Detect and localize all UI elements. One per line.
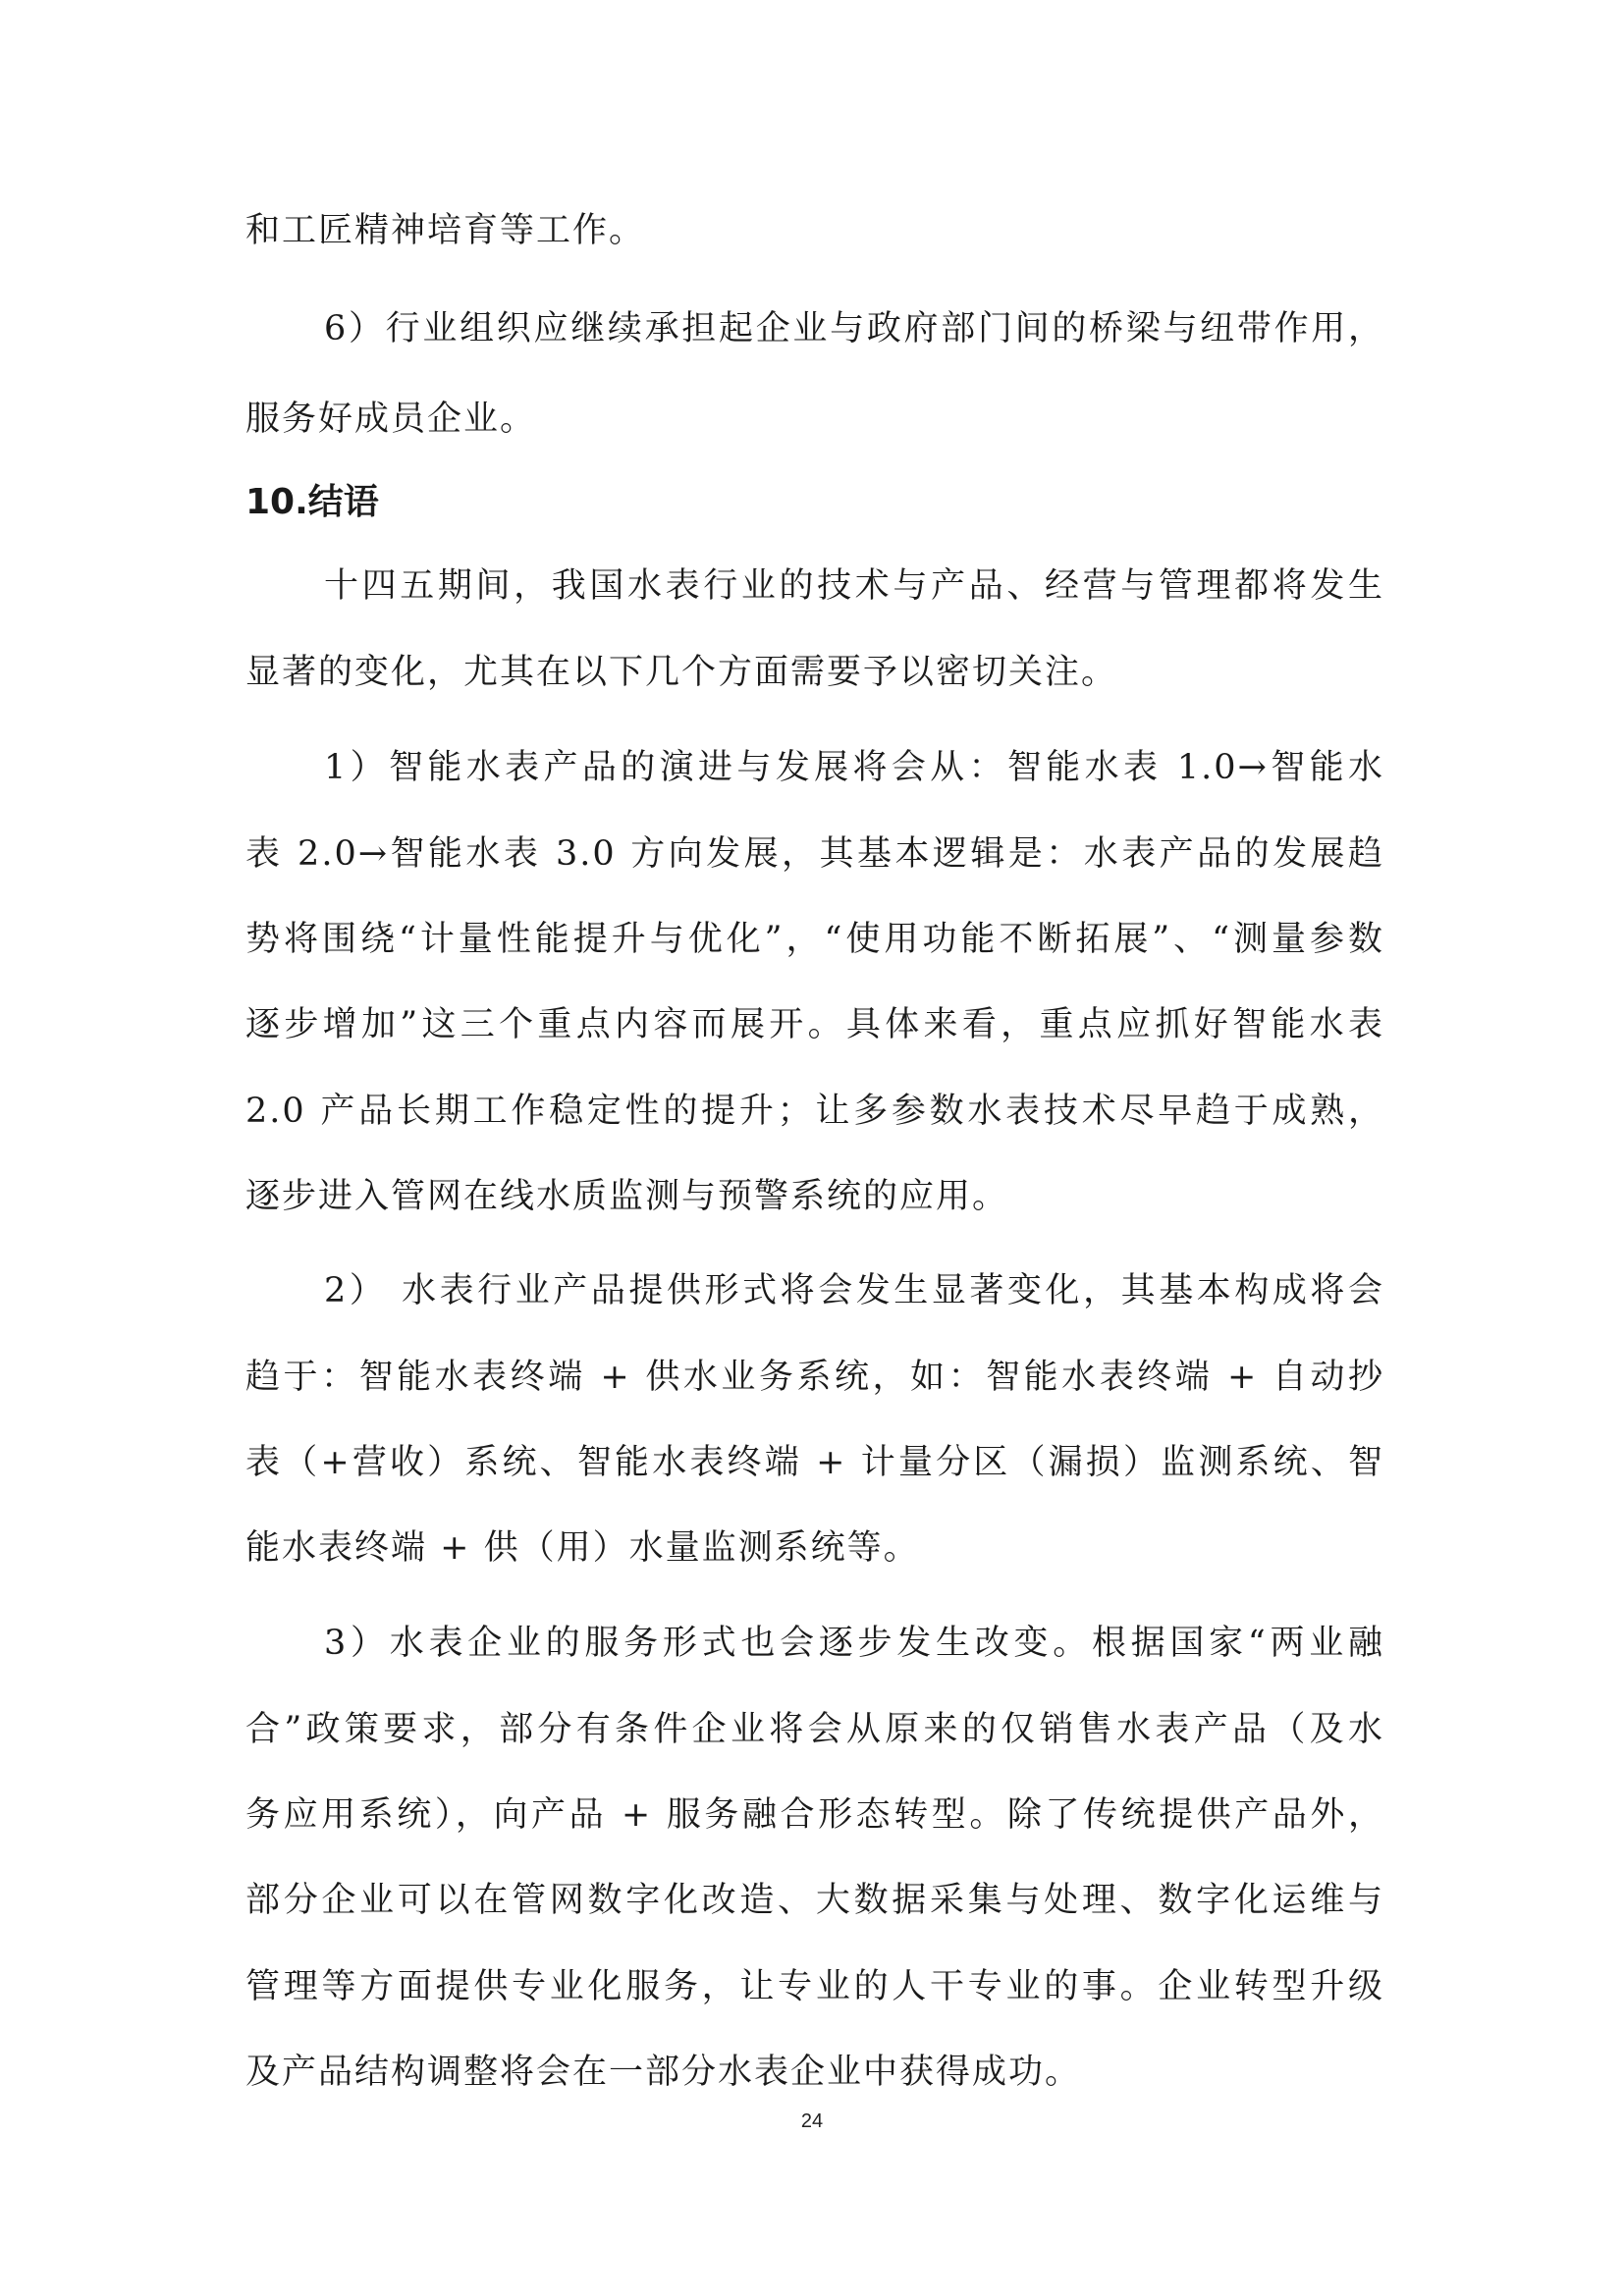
text-line: 逐步进入管网在线水质监测与预警系统的应用。 (245, 1177, 1009, 1216)
text-line: 趋于：智能水表终端 + 供水业务系统，如：智能水表终端 + 自动抄 (245, 1358, 1384, 1397)
page-number: 24 (800, 2110, 824, 2132)
text-line: 2） 水表行业产品提供形式将会发生显著变化，其基本构成将会 (324, 1271, 1384, 1310)
text-line: 显著的变化，尤其在以下几个方面需要予以密切关注。 (245, 653, 1118, 692)
text-line: 和工匠精神培育等工作。 (245, 211, 646, 250)
text-line: 势将围绕“计量性能提升与优化”，“使用功能不断拓展”、“测量参数 (245, 920, 1384, 959)
text-line: 部分企业可以在管网数字化改造、大数据采集与处理、数字化运维与 (245, 1881, 1384, 1920)
text-line: 1）智能水表产品的演进与发展将会从：智能水表 1.0→智能水 (324, 748, 1384, 787)
section-heading: 10.结语 (245, 482, 379, 522)
text-line: 2.0 产品长期工作稳定性的提升；让多参数水表技术尽早趋于成熟， (245, 1092, 1384, 1131)
text-line: 表 2.0→智能水表 3.0 方向发展，其基本逻辑是：水表产品的发展趋 (245, 834, 1384, 874)
text-line: 逐步增加”这三个重点内容而展开。具体来看，重点应抓好智能水表 (245, 1005, 1384, 1044)
text-line: 十四五期间，我国水表行业的技术与产品、经营与管理都将发生 (324, 566, 1384, 606)
text-line: 3）水表企业的服务形式也会逐步发生改变。根据国家“两业融 (324, 1624, 1384, 1663)
text-line: 合”政策要求，部分有条件企业将会从原来的仅销售水表产品（及水 (245, 1710, 1384, 1749)
text-line: 务应用系统），向产品 + 服务融合形态转型。除了传统提供产品外， (245, 1795, 1384, 1835)
text-line: 能水表终端 + 供（用）水量监测系统等。 (245, 1528, 920, 1568)
text-line: 表（+营收）系统、智能水表终端 + 计量分区（漏损）监测系统、智 (245, 1443, 1384, 1482)
text-line: 管理等方面提供专业化服务，让专业的人干专业的事。企业转型升级 (245, 1967, 1384, 2006)
text-line: 服务好成员企业。 (245, 400, 537, 439)
text-line: 及产品结构调整将会在一部分水表企业中获得成功。 (245, 2053, 1082, 2092)
text-line: 6）行业组织应继续承担起企业与政府部门间的桥梁与纽带作用， (324, 309, 1384, 348)
